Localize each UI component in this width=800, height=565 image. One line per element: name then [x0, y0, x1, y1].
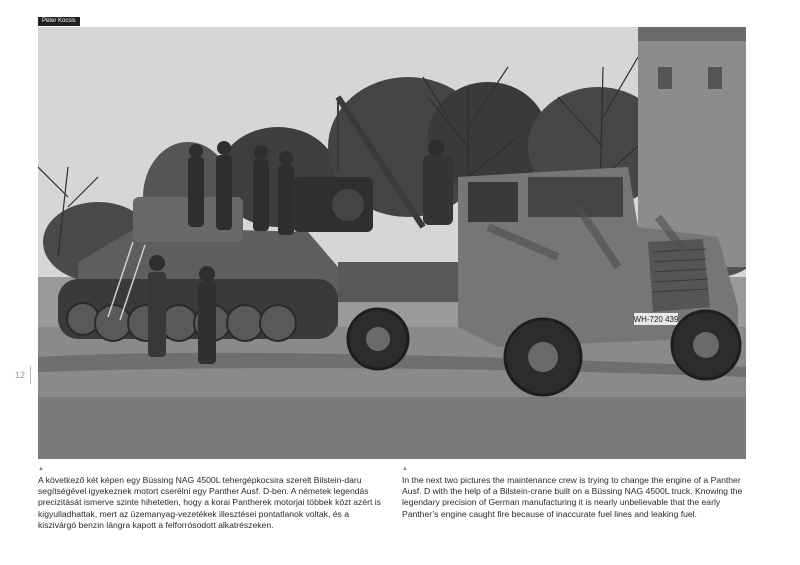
- author-label: Péter Kocsis: [38, 17, 80, 26]
- photograph: [38, 27, 746, 459]
- caption-marker-icon: ▲: [402, 466, 408, 472]
- caption-english-text: In the next two pictures the maintenance crew is trying to change the engine of a Panther Ausf. D with the help of a Bilstein-crane built on a Büssing NAG 4500L truck. Knowing the legendary precision of German manufacturing it is nearly unbelievable that the early Panther’s engine caught fire because of inaccurate fuel lines and leaking fuel.: [402, 475, 743, 519]
- caption-english: [402, 466, 746, 520]
- photo-illustration: [38, 27, 746, 459]
- page-number-rule: [30, 366, 31, 384]
- license-plate: WH-720 439: [633, 315, 679, 324]
- page-number: 12: [15, 370, 26, 380]
- caption-hungarian: [38, 466, 388, 531]
- engine: [293, 177, 373, 232]
- caption-hungarian-text: A következő két képen egy Büssing NAG 4500L tehergépkocsira szerelt Bilstein-daru segítségével igyekeznek motort cserélni egy Panther Ausf. D-ben. A németek legendás precizitását ismerve szinte hihetetlen, hogy a korai Pantherek motorjai többek közt azért is kigyulladhattak, mert az üzemanyag-vezetékek illesztései pontatlanok voltak, és a kiszivárgó benzin lángra kapott a felforrósodott alkatrészeken.: [38, 475, 381, 530]
- caption-marker-icon: ▲: [38, 466, 44, 472]
